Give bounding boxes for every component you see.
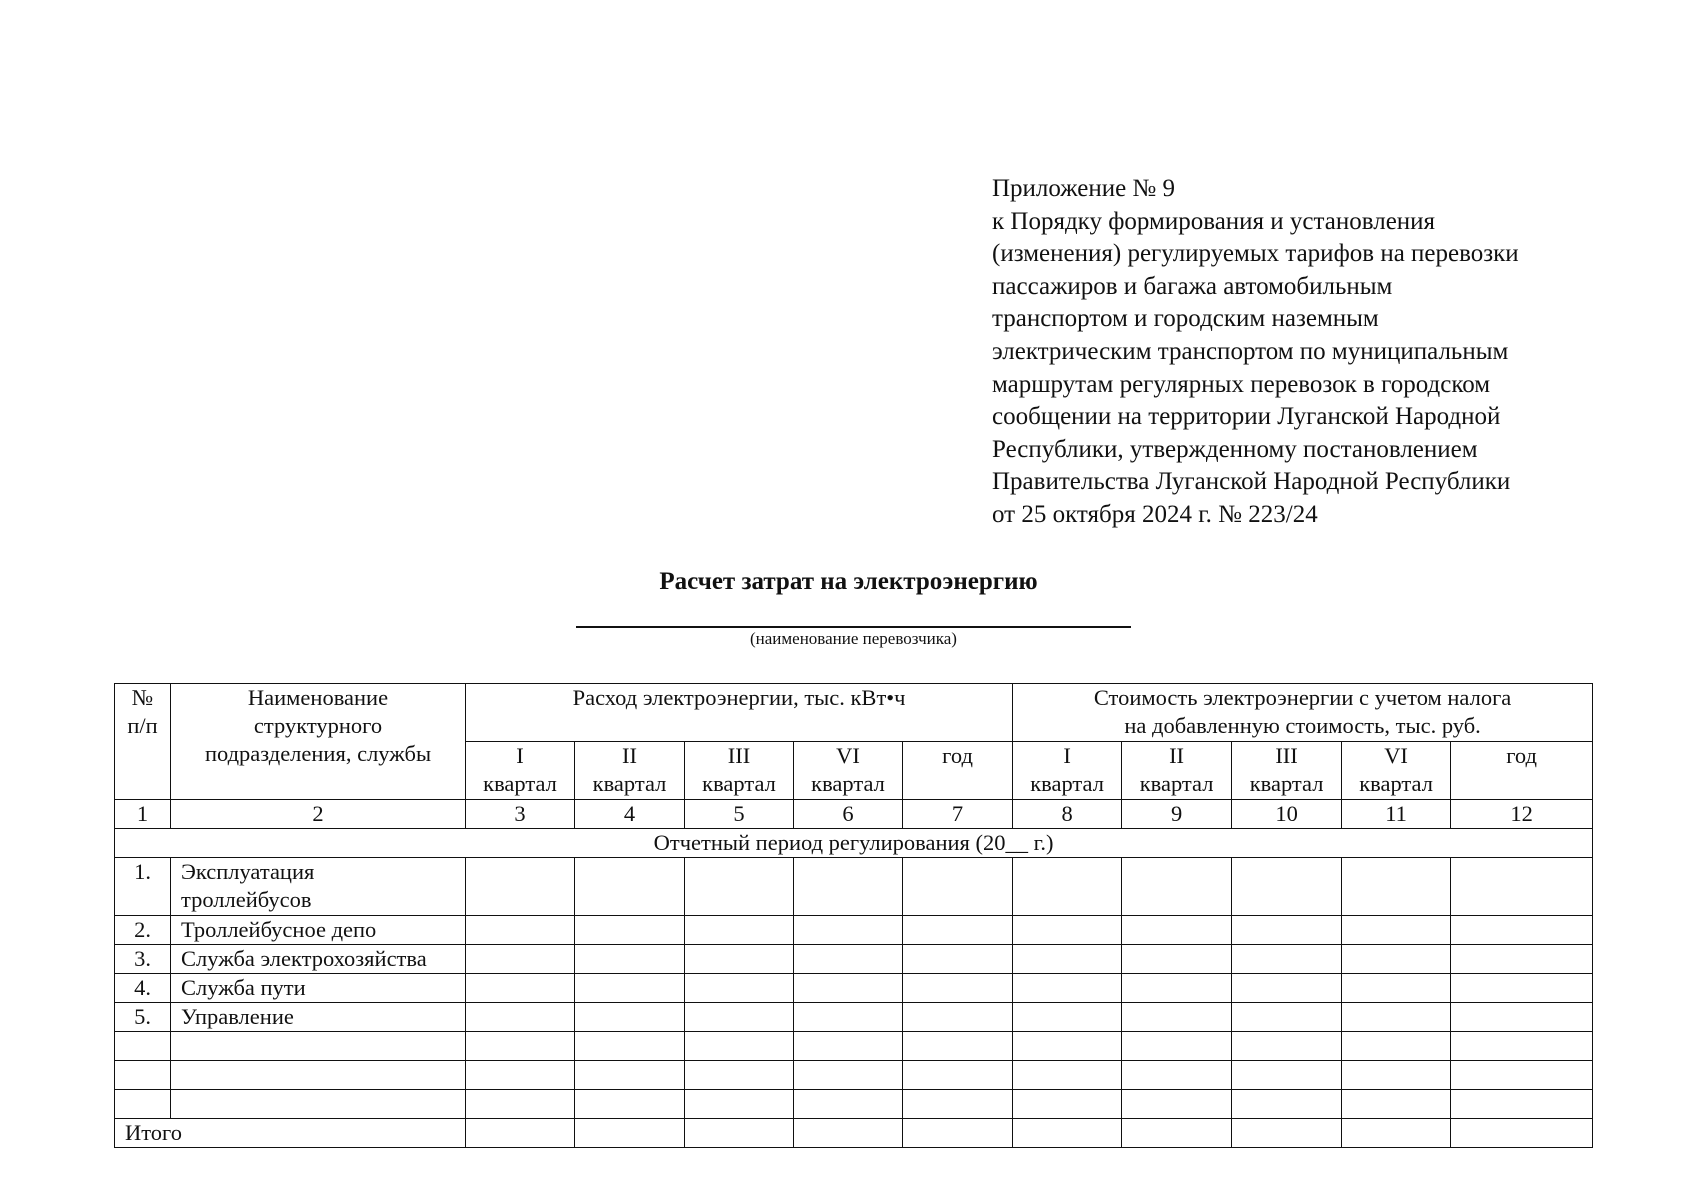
value-cell[interactable] [1122,1003,1232,1032]
empty-cell[interactable] [1013,1032,1122,1061]
carrier-caption: (наименование перевозчика) [750,629,957,648]
period-row [115,829,1593,858]
value-cell[interactable] [1122,945,1232,974]
total-row [115,1119,1593,1148]
value-cell[interactable] [575,945,685,974]
row-name: Служба пути [171,974,466,1003]
total-value-cell[interactable] [466,1119,575,1148]
appendix-line: к Порядку формирования и установления [992,207,1436,235]
value-cell[interactable] [903,974,1013,1003]
table-row [115,916,1593,945]
empty-row [115,1090,1593,1119]
row-number: 1. [115,858,171,916]
empty-cell[interactable] [1122,1090,1232,1119]
header-consumption-q4: VI квартал [794,742,903,800]
empty-cell[interactable] [1013,1090,1122,1119]
column-number: 3 [466,800,575,829]
value-cell[interactable] [575,858,685,916]
value-cell[interactable] [903,858,1013,916]
row-number: 5. [115,1003,171,1032]
value-cell[interactable] [1232,974,1342,1003]
value-cell[interactable] [1013,1003,1122,1032]
row-number: 4. [115,974,171,1003]
empty-cell[interactable] [115,1032,171,1061]
header-consumption-q3: III квартал [685,742,794,800]
empty-cell[interactable] [171,1090,466,1119]
header-row-groups [115,684,1593,742]
document-title: Расчет затрат на электроэнергию [659,568,1038,595]
row-number: 3. [115,945,171,974]
row-name: Эксплуатация троллейбусов [171,858,466,916]
value-cell[interactable] [1232,1003,1342,1032]
empty-cell[interactable] [1342,1061,1451,1090]
empty-cell[interactable] [685,1032,794,1061]
empty-cell[interactable] [794,1061,903,1090]
empty-cell[interactable] [1342,1032,1451,1061]
value-cell[interactable] [575,974,685,1003]
empty-cell[interactable] [794,1090,903,1119]
total-value-cell[interactable] [1342,1119,1451,1148]
appendix-note [992,173,1632,532]
value-cell[interactable] [685,858,794,916]
column-number: 9 [1122,800,1232,829]
value-cell[interactable] [466,916,575,945]
column-numbers-row [115,800,1593,829]
column-number: 2 [171,800,466,829]
total-value-cell[interactable] [685,1119,794,1148]
empty-row [115,1061,1593,1090]
value-cell[interactable] [1122,858,1232,916]
empty-cell[interactable] [575,1090,685,1119]
header-cost-group: Стоимость электроэнергии с учетом налога на добавленную стоимость, тыс. руб. [1013,684,1593,742]
electricity-cost-table [114,683,1593,1148]
value-cell[interactable] [466,1003,575,1032]
empty-row [115,1032,1593,1061]
empty-cell[interactable] [1232,1061,1342,1090]
value-cell[interactable] [1232,858,1342,916]
value-cell[interactable] [1232,916,1342,945]
appendix-line: маршрутам регулярных перевозок в городском [992,370,1491,398]
value-cell[interactable] [685,974,794,1003]
total-value-cell[interactable] [575,1119,685,1148]
value-cell[interactable] [575,916,685,945]
appendix-line: электрическим транспортом по муниципальным [992,337,1509,365]
header-cost-year: год [1451,742,1593,800]
table-row [115,1003,1593,1032]
empty-cell[interactable] [1451,1061,1593,1090]
empty-cell[interactable] [1451,1090,1593,1119]
value-cell[interactable] [685,1003,794,1032]
header-consumption-q2: II квартал [575,742,685,800]
column-number: 1 [115,800,171,829]
value-cell[interactable] [1013,916,1122,945]
value-cell[interactable] [1122,974,1232,1003]
value-cell[interactable] [1013,974,1122,1003]
empty-cell[interactable] [1342,1090,1451,1119]
empty-cell[interactable] [903,1061,1013,1090]
column-number: 11 [1342,800,1451,829]
column-number: 5 [685,800,794,829]
empty-cell[interactable] [1232,1090,1342,1119]
empty-cell[interactable] [466,1090,575,1119]
header-cost-q3: III квартал [1232,742,1342,800]
column-number: 8 [1013,800,1122,829]
value-cell[interactable] [794,974,903,1003]
empty-cell[interactable] [903,1032,1013,1061]
total-value-cell[interactable] [1451,1119,1593,1148]
appendix-line: пассажиров и багажа автомобильным [992,272,1393,300]
table-row [115,974,1593,1003]
header-cost-q2: II квартал [1122,742,1232,800]
column-number: 10 [1232,800,1342,829]
empty-cell[interactable] [171,1032,466,1061]
value-cell[interactable] [1451,1003,1593,1032]
total-value-cell[interactable] [1232,1119,1342,1148]
value-cell[interactable] [794,945,903,974]
empty-cell[interactable] [685,1061,794,1090]
value-cell[interactable] [1451,858,1593,916]
empty-cell[interactable] [466,1032,575,1061]
header-cost-q1: I квартал [1013,742,1122,800]
header-consumption-year: год [903,742,1013,800]
empty-cell[interactable] [1122,1061,1232,1090]
column-number: 7 [903,800,1013,829]
table-row [115,945,1593,974]
empty-cell[interactable] [466,1061,575,1090]
empty-cell[interactable] [115,1090,171,1119]
empty-cell[interactable] [575,1061,685,1090]
value-cell[interactable] [685,916,794,945]
value-cell[interactable] [794,858,903,916]
appendix-line: (изменения) регулируемых тарифов на перевозки [992,240,1519,268]
empty-cell[interactable] [1451,1032,1593,1061]
total-value-cell[interactable] [903,1119,1013,1148]
table-row [115,858,1593,916]
row-name: Троллейбусное депо [171,916,466,945]
header-consumption-group: Расход электроэнергии, тыс. кВт•ч [466,684,1013,742]
value-cell[interactable] [575,1003,685,1032]
value-cell[interactable] [1451,974,1593,1003]
value-cell[interactable] [1232,945,1342,974]
value-cell[interactable] [1451,945,1593,974]
value-cell[interactable] [1451,916,1593,945]
appendix-line: транспортом и городским наземным [992,305,1379,333]
total-label: Итого [115,1119,466,1148]
row-number: 2. [115,916,171,945]
empty-cell[interactable] [794,1032,903,1061]
value-cell[interactable] [1013,945,1122,974]
header-name: Наименование структурного подразделения, службы [171,684,466,800]
value-cell[interactable] [1342,916,1451,945]
empty-cell[interactable] [903,1090,1013,1119]
empty-cell[interactable] [171,1061,466,1090]
value-cell[interactable] [794,916,903,945]
value-cell[interactable] [466,974,575,1003]
total-value-cell[interactable] [1013,1119,1122,1148]
empty-cell[interactable] [1013,1061,1122,1090]
value-cell[interactable] [1013,858,1122,916]
value-cell[interactable] [1342,1003,1451,1032]
header-consumption-q1: I квартал [466,742,575,800]
value-cell[interactable] [1342,974,1451,1003]
total-value-cell[interactable] [794,1119,903,1148]
empty-cell[interactable] [575,1032,685,1061]
appendix-line: от 25 октября 2024 г. № 223/24 [992,500,1318,528]
appendix-line: сообщении на территории Луганской Народной [992,403,1501,431]
column-number: 4 [575,800,685,829]
empty-cell[interactable] [1232,1032,1342,1061]
header-cost-q4: VI квартал [1342,742,1451,800]
column-number: 12 [1451,800,1593,829]
value-cell[interactable] [903,1003,1013,1032]
appendix-line: Республики, утвержденному постановлением [992,435,1478,463]
empty-cell[interactable] [115,1061,171,1090]
empty-cell[interactable] [685,1090,794,1119]
column-number: 6 [794,800,903,829]
value-cell[interactable] [903,916,1013,945]
value-cell[interactable] [466,945,575,974]
value-cell[interactable] [794,1003,903,1032]
header-num: № п/п [115,684,171,800]
value-cell[interactable] [903,945,1013,974]
total-value-cell[interactable] [1122,1119,1232,1148]
appendix-line: Правительства Луганской Народной Республики [992,468,1511,496]
empty-cell[interactable] [1122,1032,1232,1061]
row-name: Служба электрохозяйства [171,945,466,974]
reporting-period-label: Отчетный период регулирования (20__ г.) [115,829,1593,858]
value-cell[interactable] [466,858,575,916]
value-cell[interactable] [1342,858,1451,916]
value-cell[interactable] [1122,916,1232,945]
value-cell[interactable] [685,945,794,974]
value-cell[interactable] [1342,945,1451,974]
appendix-line: Приложение № 9 [992,175,1176,202]
row-name: Управление [171,1003,466,1032]
